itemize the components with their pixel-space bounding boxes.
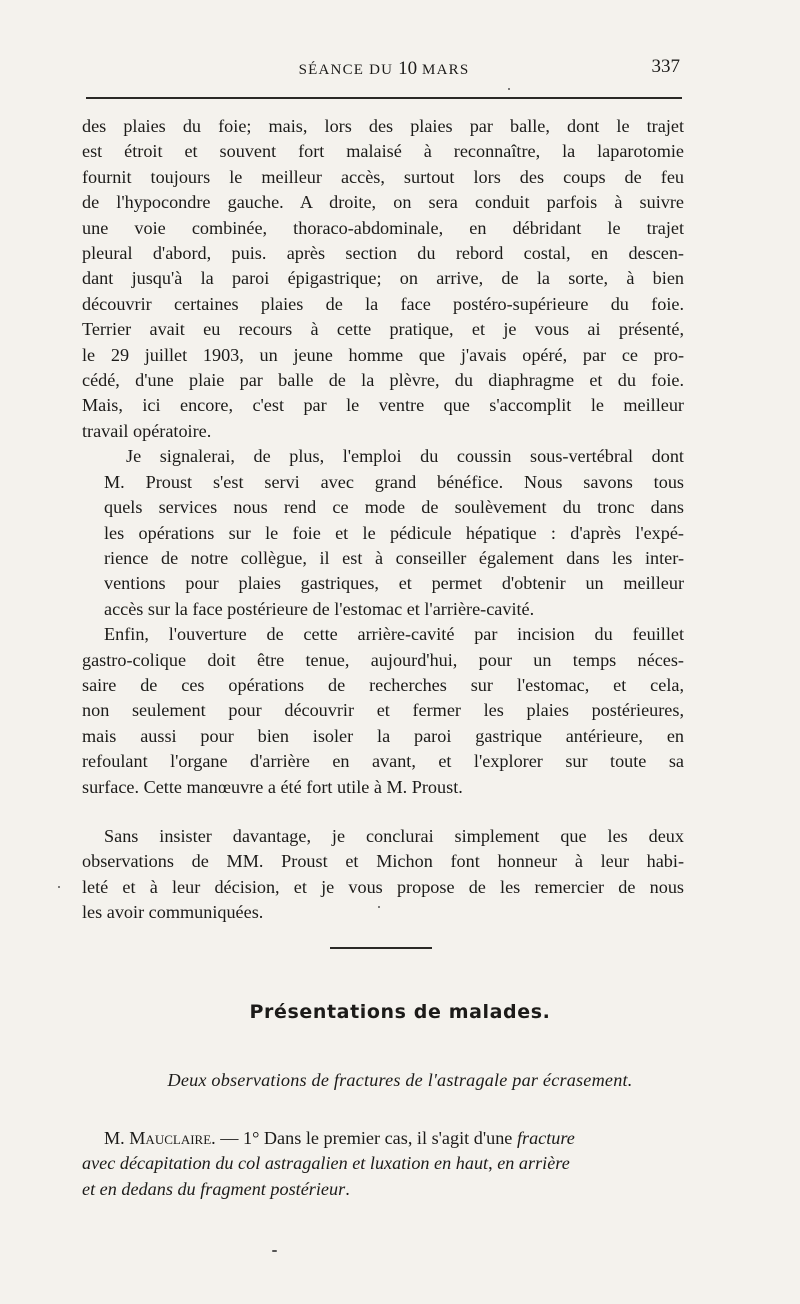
final-paragraph	[82, 1126, 684, 1202]
intro-text: Dans le premier cas, il s'agit d'une	[259, 1128, 517, 1148]
paragraph-2	[82, 444, 684, 622]
text-line: cédé, d'une plaie par balle de la plèvre, du diaphragme et du foie.	[82, 370, 684, 391]
text-line: les avoir communiquées.	[82, 902, 264, 923]
text-line: Enfin, l'ouverture de cette arrière-cavité par incision du feuillet	[104, 624, 684, 645]
text-line: M. Proust s'est servi avec grand bénéfice. Nous savons tous	[104, 471, 684, 492]
text-line: le 29 juillet 1903, un jeune homme que j'avais opéré, par ce pro-	[82, 344, 684, 365]
text-line: mais aussi pour bien isoler la paroi gastrique antérieure, en	[82, 725, 684, 746]
print-speck	[378, 906, 380, 908]
speaker-prefix: M.	[104, 1128, 130, 1148]
section-subtitle: Deux observations de fractures de l'astragale par écrasement.	[167, 1070, 633, 1090]
page-number: 337	[651, 56, 680, 77]
section-title: Présentations de malades.	[249, 1001, 551, 1023]
text-line: surface. Cette manœuvre a été fort utile à M. Proust.	[82, 776, 463, 797]
text-line: refoulant l'organe d'arrière en avant, et l'explorer sur toute sa	[82, 751, 684, 772]
paragraph-3	[82, 622, 684, 800]
text-line: fournit toujours le meilleur accès, surtout lors des coups de feu	[82, 166, 684, 187]
running-title-post: MARS	[417, 62, 470, 78]
speaker-dash: . —	[211, 1128, 243, 1148]
text-line: non seulement pour découvrir et fermer les plaies postérieures,	[82, 700, 684, 721]
text-line: une voie combinée, thoraco-abdominale, en débridant le trajet	[82, 217, 684, 238]
text-line: dant jusqu'à la paroi épigastrique; on arrive, de la sorte, à bien	[82, 268, 684, 289]
running-head	[86, 58, 682, 84]
text-line: travail opératoire.	[82, 420, 212, 441]
end-text: .	[345, 1178, 350, 1199]
italic-text: et en dedans du fragment postérieur	[82, 1178, 346, 1199]
running-title-number: 10	[398, 58, 418, 79]
text-line: ventions pour plaies gastriques, et permet d'obtenir un meilleur	[104, 573, 684, 594]
italic-text: fracture	[516, 1128, 575, 1148]
header-rule	[86, 97, 682, 99]
text-line: pleural d'abord, puis. après section du rebord costal, en descen-	[82, 243, 684, 264]
paragraph-4	[82, 824, 684, 926]
print-speck	[508, 88, 510, 90]
comma-text: ,	[488, 1153, 498, 1174]
speaker-name: Mauclaire	[129, 1128, 212, 1148]
text-line: saire de ces opérations de recherches sur l'estomac, et cela,	[82, 674, 684, 695]
running-title	[86, 58, 682, 80]
text-line: Sans insister davantage, je conclurai simplement que les deux	[104, 825, 684, 846]
text-line: de l'hypocondre gauche. A droite, on sera conduit parfois à suivre	[82, 192, 684, 213]
text-line: Terrier avait eu recours à cette pratique, et je vous ai présenté,	[82, 319, 684, 340]
text-line: découvrir certaines plaies de la face postéro-supérieure du foie.	[82, 293, 684, 314]
paragraph-1	[82, 114, 684, 444]
text-line: leté et à leur décision, et je vous propose de les remercier de nous	[82, 876, 684, 897]
item-number: 1°	[242, 1128, 260, 1148]
text-line: gastro-colique doit être tenue, aujourd'hui, pour un temps néces-	[82, 649, 684, 670]
print-speck	[58, 886, 60, 888]
print-speck	[272, 1250, 277, 1252]
paragraph-gap	[82, 800, 684, 824]
text-line: observations de MM. Proust et Michon font honneur à leur habi-	[82, 851, 684, 872]
text-line: Mais, ici encore, c'est par le ventre que s'accomplit le meilleur	[82, 395, 684, 416]
text-line: est étroit et souvent fort malaisé à reconnaître, la laparotomie	[82, 141, 684, 162]
text-line: Je signalerai, de plus, l'emploi du coussin sous-vertébral dont	[126, 446, 684, 467]
text-line: rience de notre collègue, il est à conseiller également dans les inter-	[104, 547, 684, 568]
text-line: accès sur la face postérieure de l'estomac et l'arrière-cavité.	[104, 598, 535, 619]
text-line: des plaies du foie; mais, lors des plaies par balle, dont le trajet	[82, 116, 684, 136]
running-title-pre: SÉANCE DU	[298, 62, 399, 78]
text-line: les opérations sur le foie et le pédicule hépatique : d'après l'expé-	[104, 522, 684, 543]
text-line: quels services nous rend ce mode de soulèvement du tronc dans	[104, 497, 684, 518]
section-divider	[330, 947, 432, 949]
italic-text: avec décapitation du col astragalien et luxation en haut	[82, 1153, 489, 1174]
body-text	[82, 114, 684, 926]
italic-text: en arrière	[497, 1153, 570, 1174]
